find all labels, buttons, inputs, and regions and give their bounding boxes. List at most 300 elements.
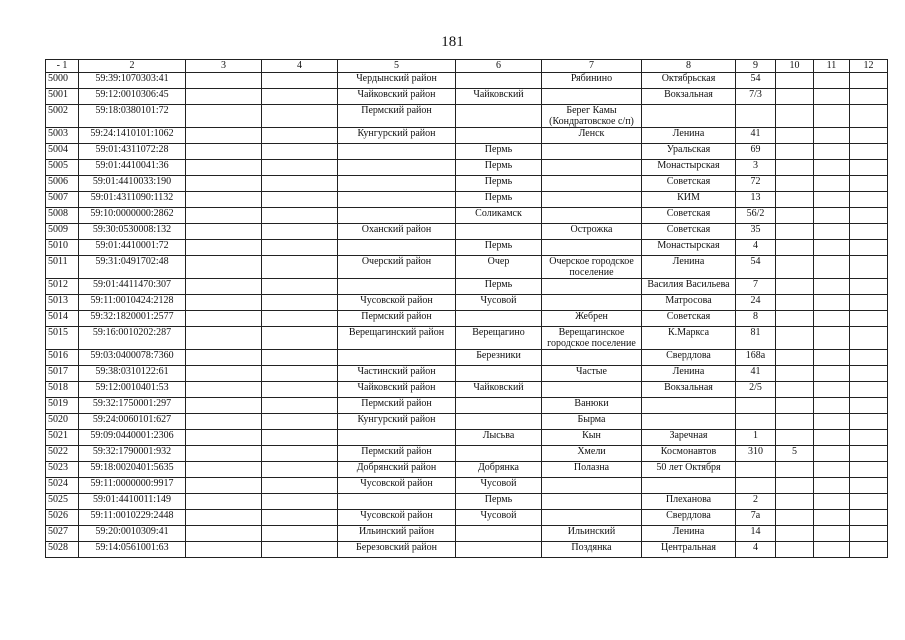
table-cell xyxy=(776,398,814,414)
table-row xyxy=(46,240,888,256)
table-cell xyxy=(262,414,338,430)
table-cell xyxy=(186,240,262,256)
table-cell: 59:20:0010309:41 xyxy=(79,526,186,542)
table-cell: 59:10:0000000:2862 xyxy=(79,208,186,224)
table-cell xyxy=(186,398,262,414)
table-cell: Центральная xyxy=(642,542,736,558)
table-cell: 59:01:4410011:149 xyxy=(79,494,186,510)
table-cell xyxy=(262,128,338,144)
table-cell: Чусовской район xyxy=(338,478,456,494)
table-cell: Ленина xyxy=(642,366,736,382)
table-cell: 3 xyxy=(736,160,776,176)
table-cell xyxy=(814,430,850,446)
table-cell xyxy=(776,176,814,192)
table-cell xyxy=(338,240,456,256)
table-cell xyxy=(186,89,262,105)
table-cell: Свердлова xyxy=(642,510,736,526)
table-cell: Матросова xyxy=(642,295,736,311)
table-cell: 59:01:4411470:307 xyxy=(79,279,186,295)
table-cell: 5010 xyxy=(46,240,79,256)
table-cell xyxy=(262,446,338,462)
table-cell xyxy=(776,192,814,208)
table-cell: Пермь xyxy=(456,240,542,256)
table-cell: 5018 xyxy=(46,382,79,398)
table-cell: 59:18:0380101:72 xyxy=(79,105,186,128)
table-cell: 5016 xyxy=(46,350,79,366)
table-cell xyxy=(776,144,814,160)
table-cell xyxy=(776,89,814,105)
table-cell: 35 xyxy=(736,224,776,240)
table-cell: Пермь xyxy=(456,160,542,176)
table-cell: Ленск xyxy=(542,128,642,144)
table-cell: Монастырская xyxy=(642,160,736,176)
table-cell xyxy=(814,73,850,89)
table-cell xyxy=(542,176,642,192)
table-cell xyxy=(850,382,888,398)
table-cell: 59:39:1070303:41 xyxy=(79,73,186,89)
table-cell: Ленина xyxy=(642,526,736,542)
table-cell: Пермь xyxy=(456,144,542,160)
table-cell: Чусовской район xyxy=(338,295,456,311)
table-cell: 69 xyxy=(736,144,776,160)
table-cell xyxy=(262,279,338,295)
table-cell xyxy=(850,279,888,295)
table-row xyxy=(46,494,888,510)
table-cell xyxy=(814,240,850,256)
table-cell: Пермь xyxy=(456,279,542,295)
table-cell xyxy=(850,240,888,256)
table-cell xyxy=(186,128,262,144)
table-cell: Верещагинский район xyxy=(338,327,456,350)
table-cell: 59:32:1790001:932 xyxy=(79,446,186,462)
table-cell xyxy=(814,295,850,311)
table-cell xyxy=(850,311,888,327)
table-cell xyxy=(262,311,338,327)
column-header: 12 xyxy=(850,60,888,73)
table-cell xyxy=(338,176,456,192)
table-cell xyxy=(262,73,338,89)
table-cell xyxy=(338,279,456,295)
table-header-row xyxy=(46,60,888,73)
table-cell xyxy=(850,462,888,478)
table-cell xyxy=(850,350,888,366)
table-row xyxy=(46,128,888,144)
table-cell xyxy=(736,398,776,414)
table-cell xyxy=(814,256,850,279)
table-cell xyxy=(262,224,338,240)
table-cell xyxy=(814,542,850,558)
table-row xyxy=(46,414,888,430)
table-cell: Добрянский район xyxy=(338,462,456,478)
table-cell: Березники xyxy=(456,350,542,366)
table-cell: Октябрьская xyxy=(642,73,736,89)
table-cell: 1 xyxy=(736,430,776,446)
table-cell: Чайковский xyxy=(456,89,542,105)
table-cell: Свердлова xyxy=(642,350,736,366)
table-cell: Пермский район xyxy=(338,105,456,128)
table-row xyxy=(46,89,888,105)
table-cell xyxy=(776,478,814,494)
table-cell: Кунгурский район xyxy=(338,128,456,144)
table-cell: Бырма xyxy=(542,414,642,430)
table-cell xyxy=(262,160,338,176)
table-cell: 41 xyxy=(736,128,776,144)
table-cell xyxy=(736,105,776,128)
table-cell xyxy=(850,73,888,89)
table-cell: 5022 xyxy=(46,446,79,462)
table-cell xyxy=(186,295,262,311)
table-cell: 54 xyxy=(736,256,776,279)
table-cell xyxy=(850,176,888,192)
table-cell xyxy=(456,73,542,89)
table-cell: Чусовой xyxy=(456,510,542,526)
table-cell: Плеханова xyxy=(642,494,736,510)
table-row xyxy=(46,311,888,327)
table-cell xyxy=(776,105,814,128)
table-cell: Чусовой xyxy=(456,295,542,311)
table-cell xyxy=(814,89,850,105)
table-cell xyxy=(814,526,850,542)
table-row xyxy=(46,398,888,414)
table-cell: Чердынский район xyxy=(338,73,456,89)
table-row xyxy=(46,327,888,350)
table-cell: 5020 xyxy=(46,414,79,430)
table-cell: 59:14:0561001:63 xyxy=(79,542,186,558)
column-header: 9 xyxy=(736,60,776,73)
table-cell xyxy=(850,160,888,176)
table-cell: Советская xyxy=(642,311,736,327)
column-header: 4 xyxy=(262,60,338,73)
table-cell: Ванюки xyxy=(542,398,642,414)
table-cell: 5004 xyxy=(46,144,79,160)
table-cell xyxy=(456,366,542,382)
table-cell: 4 xyxy=(736,240,776,256)
table-row xyxy=(46,382,888,398)
table-cell: 59:31:0491702:48 xyxy=(79,256,186,279)
table-cell xyxy=(542,510,642,526)
table-cell: Оханский район xyxy=(338,224,456,240)
table-cell xyxy=(642,478,736,494)
table-cell: 5025 xyxy=(46,494,79,510)
table-cell: 59:01:4410001:72 xyxy=(79,240,186,256)
table-cell xyxy=(456,398,542,414)
table-row xyxy=(46,192,888,208)
table-cell xyxy=(850,89,888,105)
table-cell xyxy=(262,430,338,446)
table-cell xyxy=(776,224,814,240)
table-cell xyxy=(262,295,338,311)
table-row xyxy=(46,144,888,160)
table-cell xyxy=(542,89,642,105)
table-cell: 7 xyxy=(736,279,776,295)
table-cell xyxy=(776,366,814,382)
table-cell xyxy=(736,414,776,430)
table-cell: 5017 xyxy=(46,366,79,382)
table-cell: 24 xyxy=(736,295,776,311)
table-cell: Соликамск xyxy=(456,208,542,224)
table-cell xyxy=(262,176,338,192)
table-cell xyxy=(186,510,262,526)
table-cell xyxy=(850,128,888,144)
table-cell xyxy=(456,526,542,542)
table-cell: 59:32:1750001:297 xyxy=(79,398,186,414)
table-cell xyxy=(262,542,338,558)
table-cell: 5005 xyxy=(46,160,79,176)
table-cell: Советская xyxy=(642,224,736,240)
table-cell xyxy=(814,327,850,350)
table-cell: 59:16:0010202:287 xyxy=(79,327,186,350)
registry-table xyxy=(45,59,888,558)
table-cell: Добрянка xyxy=(456,462,542,478)
table-cell: Ильинский xyxy=(542,526,642,542)
table-cell xyxy=(262,366,338,382)
table-cell xyxy=(338,160,456,176)
table-cell: 7/3 xyxy=(736,89,776,105)
table-cell xyxy=(456,311,542,327)
column-header: 8 xyxy=(642,60,736,73)
table-cell xyxy=(776,73,814,89)
table-cell xyxy=(542,192,642,208)
table-cell xyxy=(850,366,888,382)
table-cell: 59:01:4410033:190 xyxy=(79,176,186,192)
table-cell: Уральская xyxy=(642,144,736,160)
table-cell: Верещагино xyxy=(456,327,542,350)
table-cell: Острожка xyxy=(542,224,642,240)
table-cell xyxy=(776,311,814,327)
table-cell xyxy=(262,208,338,224)
table-cell xyxy=(262,89,338,105)
column-header: 6 xyxy=(456,60,542,73)
table-cell xyxy=(642,414,736,430)
table-cell xyxy=(776,128,814,144)
table-cell xyxy=(186,73,262,89)
table-cell xyxy=(262,327,338,350)
table-cell: Пермский район xyxy=(338,311,456,327)
column-header: 3 xyxy=(186,60,262,73)
table-row xyxy=(46,256,888,279)
table-cell xyxy=(814,224,850,240)
page-number: 181 xyxy=(441,34,464,50)
table-cell: Чайковский район xyxy=(338,89,456,105)
table-cell xyxy=(814,494,850,510)
table-cell: Советская xyxy=(642,176,736,192)
table-cell xyxy=(186,160,262,176)
table-cell: Василия Васильева xyxy=(642,279,736,295)
table-cell xyxy=(850,105,888,128)
table-cell: 81 xyxy=(736,327,776,350)
table-row xyxy=(46,176,888,192)
table-cell: Заречная xyxy=(642,430,736,446)
table-cell: 2/5 xyxy=(736,382,776,398)
column-header: 2 xyxy=(79,60,186,73)
table-cell: 5001 xyxy=(46,89,79,105)
table-cell: 5024 xyxy=(46,478,79,494)
table-cell xyxy=(850,398,888,414)
table-cell xyxy=(850,542,888,558)
table-cell: 5006 xyxy=(46,176,79,192)
table-cell xyxy=(186,414,262,430)
table-cell xyxy=(850,256,888,279)
table-cell: 8 xyxy=(736,311,776,327)
table-cell xyxy=(814,144,850,160)
table-cell xyxy=(186,478,262,494)
table-cell: 59:30:0530008:132 xyxy=(79,224,186,240)
table-cell: 54 xyxy=(736,73,776,89)
table-cell xyxy=(186,526,262,542)
table-cell: Лысьва xyxy=(456,430,542,446)
table-cell xyxy=(338,350,456,366)
table-cell xyxy=(850,510,888,526)
column-header: 10 xyxy=(776,60,814,73)
table-cell: 13 xyxy=(736,192,776,208)
table-cell: Пермский район xyxy=(338,398,456,414)
table-cell xyxy=(338,192,456,208)
table-cell: 5012 xyxy=(46,279,79,295)
table-cell xyxy=(338,144,456,160)
table-row xyxy=(46,366,888,382)
table-cell: Очерское городское поселение xyxy=(542,256,642,279)
table-cell xyxy=(186,279,262,295)
table-cell xyxy=(262,350,338,366)
table-cell: 5014 xyxy=(46,311,79,327)
table-cell: Ильинский район xyxy=(338,526,456,542)
table-cell xyxy=(814,128,850,144)
table-cell: 59:01:4311090:1132 xyxy=(79,192,186,208)
table-cell xyxy=(814,510,850,526)
table-cell xyxy=(338,430,456,446)
table-cell xyxy=(542,295,642,311)
table-cell xyxy=(776,256,814,279)
table-cell: Советская xyxy=(642,208,736,224)
table-cell xyxy=(542,208,642,224)
table-cell: 59:18:0020401:5635 xyxy=(79,462,186,478)
table-cell: Космонавтов xyxy=(642,446,736,462)
table-cell xyxy=(186,311,262,327)
table-cell xyxy=(776,510,814,526)
table-cell xyxy=(736,462,776,478)
table-cell xyxy=(186,105,262,128)
table-cell xyxy=(338,494,456,510)
table-cell: 50 лет Октября xyxy=(642,462,736,478)
table-cell: Ленина xyxy=(642,256,736,279)
table-cell xyxy=(456,128,542,144)
table-cell: 14 xyxy=(736,526,776,542)
table-cell: 59:09:0440001:2306 xyxy=(79,430,186,446)
column-header: - 1 xyxy=(46,60,79,73)
table-cell xyxy=(776,240,814,256)
table-cell xyxy=(456,414,542,430)
table-cell: Пермь xyxy=(456,192,542,208)
table-cell: 5019 xyxy=(46,398,79,414)
table-row xyxy=(46,295,888,311)
table-cell xyxy=(262,192,338,208)
table-row xyxy=(46,224,888,240)
table-cell xyxy=(456,224,542,240)
table-cell xyxy=(262,398,338,414)
table-cell xyxy=(542,382,642,398)
table-cell: Вокзальная xyxy=(642,89,736,105)
table-cell xyxy=(814,160,850,176)
table-row xyxy=(46,279,888,295)
table-cell: 5002 xyxy=(46,105,79,128)
table-row xyxy=(46,350,888,366)
table-cell xyxy=(850,192,888,208)
table-cell: Полазна xyxy=(542,462,642,478)
table-cell xyxy=(642,105,736,128)
table-cell: 5003 xyxy=(46,128,79,144)
table-cell xyxy=(850,446,888,462)
table-cell xyxy=(814,462,850,478)
table-cell: Верещагинское городское поселение xyxy=(542,327,642,350)
table-cell xyxy=(814,192,850,208)
table-cell xyxy=(542,144,642,160)
table-cell: Очерский район xyxy=(338,256,456,279)
table-cell xyxy=(814,350,850,366)
table-row xyxy=(46,526,888,542)
table-row xyxy=(46,160,888,176)
table-cell: Очер xyxy=(456,256,542,279)
table-cell: Частинский район xyxy=(338,366,456,382)
table-cell xyxy=(814,105,850,128)
table-cell xyxy=(850,414,888,430)
table-cell xyxy=(776,382,814,398)
table-cell xyxy=(186,494,262,510)
table-cell: Кунгурский район xyxy=(338,414,456,430)
table-cell: 5011 xyxy=(46,256,79,279)
table-cell: Берег Камы (Кондратовское с/п) xyxy=(542,105,642,128)
table-cell xyxy=(776,295,814,311)
table-cell: 5015 xyxy=(46,327,79,350)
column-header: 11 xyxy=(814,60,850,73)
table-cell xyxy=(262,144,338,160)
table-cell xyxy=(262,510,338,526)
table-cell xyxy=(262,478,338,494)
table-cell: Монастырская xyxy=(642,240,736,256)
table-cell xyxy=(186,208,262,224)
table-cell: Жебрен xyxy=(542,311,642,327)
table-cell xyxy=(262,382,338,398)
table-cell xyxy=(262,494,338,510)
table-cell xyxy=(814,279,850,295)
table-cell xyxy=(262,526,338,542)
table-cell xyxy=(186,542,262,558)
table-row xyxy=(46,462,888,478)
table-cell: Пермский район xyxy=(338,446,456,462)
table-cell: 5000 xyxy=(46,73,79,89)
table-cell: 72 xyxy=(736,176,776,192)
table-cell xyxy=(186,327,262,350)
table-cell xyxy=(186,144,262,160)
table-cell xyxy=(456,542,542,558)
table-cell xyxy=(776,350,814,366)
table-cell: 7а xyxy=(736,510,776,526)
table-cell xyxy=(542,240,642,256)
table-cell: 4 xyxy=(736,542,776,558)
table-cell xyxy=(776,494,814,510)
table-cell: 59:01:4410041:36 xyxy=(79,160,186,176)
table-cell xyxy=(776,160,814,176)
table-row xyxy=(46,430,888,446)
table-cell: Поздянка xyxy=(542,542,642,558)
table-cell: Чусовской район xyxy=(338,510,456,526)
table-cell xyxy=(186,176,262,192)
table-cell: 168а xyxy=(736,350,776,366)
table-cell xyxy=(542,478,642,494)
table-cell xyxy=(776,414,814,430)
table-cell xyxy=(814,398,850,414)
table-cell xyxy=(542,350,642,366)
table-cell xyxy=(814,366,850,382)
